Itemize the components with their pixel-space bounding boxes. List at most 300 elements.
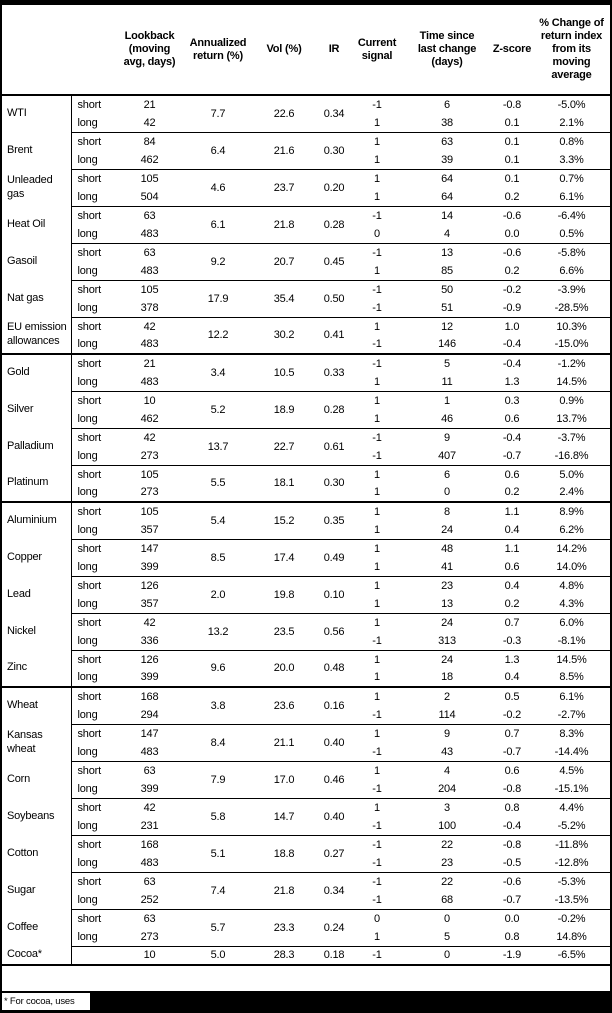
- cell-pct-change: 4.4%: [533, 798, 610, 817]
- cell-time-since: 63: [403, 132, 491, 151]
- cell-time-since: 3: [403, 798, 491, 817]
- period-label: short: [71, 428, 114, 447]
- cell-pct-change: 10.3%: [533, 317, 610, 336]
- cell-lookback: 168: [114, 687, 185, 706]
- cell-time-since: 9: [403, 724, 491, 743]
- cell-zscore: -0.5: [502, 856, 522, 869]
- cell-current-signal: 1: [374, 560, 380, 573]
- cell-zscore: -0.6: [491, 206, 533, 225]
- cell-pct-change: -3.9%: [533, 280, 610, 299]
- cell-time-since: 48: [403, 539, 491, 558]
- period-label: long: [71, 373, 114, 392]
- header-ir: [317, 5, 351, 95]
- cell-current-signal: 1: [374, 375, 380, 388]
- table-row: [2, 909, 610, 928]
- header-pct-change: [533, 5, 610, 95]
- cell-pct-change: 6.0%: [533, 613, 610, 632]
- cell-zscore: 0.4: [504, 523, 520, 536]
- header-zscore-label: Z-score: [492, 43, 532, 56]
- cell-pct-change: 14.2%: [533, 539, 610, 558]
- cell-zscore: 0.1: [504, 116, 520, 129]
- cell-zscore: 1.3: [504, 375, 520, 388]
- cell-current-signal: 1: [374, 153, 380, 166]
- cell-pct-change: -11.8%: [533, 835, 610, 854]
- period-label: short: [71, 132, 114, 151]
- cell-pct-change: -14.4%: [554, 745, 589, 758]
- table-row: [2, 576, 610, 595]
- cell-pct-change: -1.2%: [533, 354, 610, 373]
- cell-vol: 21.1: [251, 724, 317, 761]
- cell-ir: 0.45: [317, 243, 351, 280]
- table-row: [2, 761, 610, 780]
- header-vol-label: Vol (%): [266, 43, 302, 56]
- cell-current-signal: -1: [351, 946, 403, 965]
- period-label: short: [71, 280, 114, 299]
- period-label: short: [71, 169, 114, 188]
- cell-annualized-return: 5.4: [185, 502, 251, 539]
- cell-annualized-return: 13.7: [185, 428, 251, 465]
- cell-time-since: 50: [403, 280, 491, 299]
- commodity-name: Palladium: [7, 439, 54, 452]
- cell-lookback: 336: [140, 634, 159, 647]
- cell-time-since: 46: [441, 412, 453, 425]
- cell-annualized-return: 2.0: [185, 576, 251, 613]
- cell-zscore: 1.3: [491, 650, 533, 669]
- cell-lookback: 399: [140, 671, 159, 684]
- period-label: long: [71, 743, 114, 762]
- period-label: short: [71, 317, 114, 336]
- cell-lookback: 147: [114, 539, 185, 558]
- cell-vol: 23.7: [251, 169, 317, 206]
- cell-pct-change: -16.8%: [554, 449, 589, 462]
- cell-zscore: -0.9: [502, 301, 522, 314]
- period-label: long: [71, 632, 114, 651]
- cell-time-since: 100: [438, 819, 456, 832]
- table-row: [2, 835, 610, 854]
- cell-time-since: 313: [438, 634, 456, 647]
- table-row: [2, 687, 610, 706]
- period-label: short: [71, 95, 114, 114]
- cell-lookback: 42: [114, 317, 185, 336]
- cell-time-since: 5: [444, 930, 450, 943]
- cell-current-signal: 1: [351, 465, 403, 484]
- cell-vol: 15.2: [251, 502, 317, 539]
- cell-lookback: 273: [140, 930, 159, 943]
- cell-time-since: 5: [403, 354, 491, 373]
- cell-vol: 20.7: [251, 243, 317, 280]
- cell-time-since: 68: [441, 893, 453, 906]
- cell-pct-change: 6.2%: [559, 523, 584, 536]
- cell-pct-change: -5.0%: [557, 98, 586, 111]
- cell-current-signal: 0: [374, 227, 380, 240]
- cell-ir: 0.28: [317, 206, 351, 243]
- cell-annualized-return: 5.0: [185, 946, 251, 965]
- cell-current-signal: -1: [351, 354, 403, 373]
- cell-annualized-return: 17.9: [185, 280, 251, 317]
- period-label: [71, 946, 114, 965]
- cell-time-since: 4: [444, 227, 450, 240]
- table-row: [2, 872, 610, 891]
- cell-zscore: -0.4: [502, 338, 522, 351]
- cell-zscore: 0.6: [491, 761, 533, 780]
- cell-ir: 0.30: [317, 132, 351, 169]
- cell-current-signal: -1: [372, 856, 382, 869]
- period-label: long: [71, 336, 114, 355]
- cell-ir: 0.18: [317, 946, 351, 965]
- table-row: [2, 280, 610, 299]
- cell-time-since: 23: [403, 576, 491, 595]
- cell-lookback: 63: [114, 243, 185, 262]
- period-label: long: [71, 521, 114, 540]
- cell-current-signal: -1: [372, 819, 382, 832]
- period-label: long: [71, 225, 114, 244]
- cell-pct-change: 5.0%: [533, 465, 610, 484]
- period-label: long: [71, 817, 114, 836]
- cell-current-signal: -1: [372, 745, 382, 758]
- period-label: short: [71, 872, 114, 891]
- cell-zscore: -1.9: [491, 946, 533, 965]
- cell-current-signal: 0: [351, 909, 403, 928]
- cell-time-since: 8: [403, 502, 491, 521]
- cell-vol: 23.5: [251, 613, 317, 650]
- commodity-name: Coffee: [7, 920, 39, 933]
- cell-vol: 18.1: [251, 465, 317, 502]
- cell-lookback: 483: [140, 264, 159, 277]
- cell-vol: 21.6: [251, 132, 317, 169]
- cell-lookback: 84: [114, 132, 185, 151]
- commodity-name: Sugar: [7, 883, 36, 896]
- cell-annualized-return: 13.2: [185, 613, 251, 650]
- cell-annualized-return: 5.7: [185, 909, 251, 946]
- cell-current-signal: 1: [351, 169, 403, 188]
- cell-current-signal: -1: [372, 782, 382, 795]
- commodity-name: Brent: [7, 143, 33, 156]
- commodity-name: Soybeans: [7, 809, 55, 822]
- header-lookback-label: Lookback (moving avg, days): [123, 30, 176, 68]
- cell-zscore: 0.2: [504, 597, 520, 610]
- cell-pct-change: 13.7%: [556, 412, 587, 425]
- cell-current-signal: -1: [351, 243, 403, 262]
- header-time-since-label: Time since last change (days): [417, 30, 477, 68]
- cell-vol: 23.3: [251, 909, 317, 946]
- cell-zscore: 0.7: [491, 724, 533, 743]
- cell-zscore: -0.2: [502, 708, 522, 721]
- cell-pct-change: 4.3%: [559, 597, 584, 610]
- cell-ir: 0.10: [317, 576, 351, 613]
- cell-current-signal: -1: [372, 338, 382, 351]
- cell-zscore: 0.4: [504, 671, 520, 684]
- cell-lookback: 21: [143, 98, 156, 111]
- header-current-signal: [351, 5, 403, 95]
- period-label: long: [71, 151, 114, 170]
- cell-annualized-return: 7.4: [185, 872, 251, 909]
- cell-current-signal: 1: [374, 671, 380, 684]
- period-label: short: [71, 687, 114, 706]
- cell-current-signal: 1: [351, 502, 403, 521]
- cell-pct-change: 3.3%: [559, 153, 584, 166]
- cell-lookback: 21: [114, 354, 185, 373]
- cell-time-since: 39: [441, 153, 453, 166]
- header-signal-label: Current signal: [357, 36, 397, 62]
- cell-time-since: 204: [438, 782, 456, 795]
- table-row: [2, 539, 610, 558]
- cell-zscore: 0.2: [504, 486, 520, 499]
- cell-current-signal: 1: [374, 190, 380, 203]
- cell-time-since: 4: [403, 761, 491, 780]
- table-header: [2, 5, 610, 95]
- table-row: [2, 169, 610, 188]
- cell-lookback: 105: [114, 465, 185, 484]
- cell-pct-change: 4.5%: [533, 761, 610, 780]
- cell-zscore: 0.1: [491, 132, 533, 151]
- cell-pct-change: -5.3%: [533, 872, 610, 891]
- cell-lookback: 10: [114, 391, 185, 410]
- period-label: long: [71, 114, 114, 133]
- cell-zscore: -0.4: [491, 354, 533, 373]
- cell-ir: 0.20: [317, 169, 351, 206]
- commodity-momentum-table: [2, 5, 610, 966]
- cell-annualized-return: 8.5: [185, 539, 251, 576]
- commodity-name: Gasoil: [7, 254, 37, 267]
- cell-pct-change: 14.8%: [556, 930, 587, 943]
- cell-vol: 21.8: [251, 872, 317, 909]
- cell-time-since: 11: [441, 375, 453, 388]
- cell-vol: 20.0: [251, 650, 317, 687]
- cell-annualized-return: 7.7: [210, 107, 226, 120]
- cell-lookback: 483: [140, 745, 159, 758]
- cell-zscore: 0.8: [491, 798, 533, 817]
- cell-pct-change: 14.0%: [556, 560, 587, 573]
- cell-zscore: 0.4: [491, 576, 533, 595]
- cell-vol: 10.5: [251, 354, 317, 391]
- cell-annualized-return: 5.5: [185, 465, 251, 502]
- cell-lookback: 483: [140, 338, 159, 351]
- table-row: [2, 724, 610, 743]
- cell-ir: 0.40: [317, 798, 351, 835]
- cell-zscore: -0.8: [502, 782, 522, 795]
- cell-lookback: 10: [114, 946, 185, 965]
- cell-lookback: 231: [140, 819, 159, 832]
- cell-current-signal: 1: [351, 576, 403, 595]
- cell-ir: 0.46: [317, 761, 351, 798]
- cell-lookback: 504: [140, 190, 159, 203]
- cell-time-since: 0: [403, 946, 491, 965]
- period-label: short: [71, 761, 114, 780]
- cell-current-signal: -1: [372, 708, 382, 721]
- cell-time-since: 146: [438, 338, 456, 351]
- cell-annualized-return: 6.1: [185, 206, 251, 243]
- cell-time-since: 14: [403, 206, 491, 225]
- cell-lookback: 63: [114, 872, 185, 891]
- cell-zscore: -0.7: [502, 449, 522, 462]
- cell-time-since: 85: [441, 264, 453, 277]
- cell-zscore: -0.2: [491, 280, 533, 299]
- period-label: short: [71, 502, 114, 521]
- header-period: [71, 5, 114, 95]
- period-label: short: [71, 724, 114, 743]
- cell-lookback: 357: [140, 523, 159, 536]
- cell-current-signal: 1: [351, 317, 403, 336]
- cell-time-since: 0: [444, 486, 450, 499]
- cell-pct-change: 6.6%: [559, 264, 584, 277]
- cell-pct-change: -3.7%: [533, 428, 610, 447]
- period-label: long: [71, 558, 114, 577]
- commodity-name: Platinum: [7, 476, 49, 489]
- cell-time-since: 13: [403, 243, 491, 262]
- cell-zscore: 0.6: [504, 412, 520, 425]
- header-time-since: [403, 5, 491, 95]
- cell-lookback: 126: [114, 576, 185, 595]
- cell-current-signal: -1: [351, 206, 403, 225]
- cell-current-signal: -1: [372, 98, 382, 111]
- commodity-name: Nat gas: [7, 291, 44, 304]
- cell-current-signal: -1: [372, 301, 382, 314]
- cell-lookback: 294: [140, 708, 159, 721]
- cell-vol: 22.7: [251, 428, 317, 465]
- cell-pct-change: -5.2%: [557, 819, 586, 832]
- cell-ir: 0.28: [317, 391, 351, 428]
- cell-annualized-return: 3.8: [185, 687, 251, 724]
- cell-ir: 0.56: [317, 613, 351, 650]
- cell-time-since: 0: [403, 909, 491, 928]
- header-annualized-return: [185, 5, 251, 95]
- header-row: [2, 5, 610, 95]
- cell-zscore: 1.1: [491, 502, 533, 521]
- table-row: [2, 391, 610, 410]
- cell-zscore: -0.7: [502, 745, 522, 758]
- cell-ir: 0.50: [317, 280, 351, 317]
- table-body: [2, 95, 610, 965]
- period-label: short: [71, 206, 114, 225]
- period-label: short: [71, 391, 114, 410]
- cell-time-since: 24: [441, 523, 453, 536]
- cell-lookback: 63: [114, 761, 185, 780]
- cell-pct-change: -2.7%: [557, 708, 586, 721]
- commodity-name: EU emission allowances: [7, 321, 67, 347]
- period-label: short: [71, 798, 114, 817]
- cell-pct-change: 6.1%: [559, 190, 584, 203]
- table-row: [2, 354, 610, 373]
- cell-ir: 0.34: [323, 107, 345, 120]
- period-label: long: [71, 780, 114, 799]
- cell-ir: 0.33: [317, 354, 351, 391]
- cell-pct-change: -13.5%: [554, 893, 589, 906]
- cell-zscore: 0.8: [504, 930, 520, 943]
- cell-vol: 17.0: [251, 761, 317, 798]
- cell-zscore: -0.8: [491, 835, 533, 854]
- cell-time-since: 41: [441, 560, 453, 573]
- cell-time-since: 64: [403, 169, 491, 188]
- cell-current-signal: -1: [351, 428, 403, 447]
- period-label: short: [71, 650, 114, 669]
- cell-vol: 22.6: [273, 107, 295, 120]
- cell-zscore: -0.7: [502, 893, 522, 906]
- period-label: short: [71, 576, 114, 595]
- cell-annualized-return: 7.9: [185, 761, 251, 798]
- cell-current-signal: 1: [351, 613, 403, 632]
- cell-ir: 0.16: [317, 687, 351, 724]
- cell-annualized-return: 8.4: [185, 724, 251, 761]
- commodity-name: Kansas wheat: [7, 728, 43, 755]
- cell-ir: 0.34: [317, 872, 351, 909]
- commodity-name: Lead: [7, 587, 31, 600]
- cell-annualized-return: 9.2: [185, 243, 251, 280]
- cell-current-signal: 1: [351, 798, 403, 817]
- cell-time-since: 43: [441, 745, 453, 758]
- cell-current-signal: -1: [351, 872, 403, 891]
- header-lookback: [114, 5, 185, 95]
- cell-pct-change: 0.8%: [533, 132, 610, 151]
- cell-pct-change: 14.5%: [556, 375, 587, 388]
- cell-pct-change: -5.8%: [533, 243, 610, 262]
- header-annualized-label: Annualized return (%): [189, 36, 247, 62]
- cell-zscore: 0.7: [491, 613, 533, 632]
- cell-pct-change: 8.9%: [533, 502, 610, 521]
- cell-zscore: 1.1: [491, 539, 533, 558]
- cell-pct-change: 0.5%: [559, 227, 584, 240]
- cell-zscore: 0.3: [491, 391, 533, 410]
- period-label: short: [71, 835, 114, 854]
- cell-pct-change: 8.3%: [533, 724, 610, 743]
- cell-lookback: 42: [143, 116, 156, 129]
- period-label: short: [71, 354, 114, 373]
- footnote: * For cocoa, uses: [0, 993, 90, 1010]
- cell-time-since: 22: [403, 835, 491, 854]
- cell-pct-change: -15.1%: [554, 782, 589, 795]
- cell-current-signal: -1: [372, 893, 382, 906]
- cell-zscore: 0.6: [504, 560, 520, 573]
- cell-vol: 18.9: [251, 391, 317, 428]
- cell-zscore: 0.5: [491, 687, 533, 706]
- cell-lookback: 63: [114, 909, 185, 928]
- period-label: long: [71, 706, 114, 725]
- cell-vol: 17.4: [251, 539, 317, 576]
- cell-time-since: 24: [403, 613, 491, 632]
- cell-time-since: 38: [441, 116, 453, 129]
- cell-pct-change: 14.5%: [533, 650, 610, 669]
- cell-time-since: 51: [441, 301, 453, 314]
- cell-pct-change: 4.8%: [533, 576, 610, 595]
- cell-current-signal: 1: [374, 264, 380, 277]
- cell-time-since: 114: [438, 708, 456, 721]
- cell-pct-change: -0.2%: [533, 909, 610, 928]
- cell-ir: 0.41: [317, 317, 351, 354]
- cell-current-signal: 1: [374, 486, 380, 499]
- cell-current-signal: 1: [374, 523, 380, 536]
- cell-current-signal: 1: [351, 761, 403, 780]
- cell-time-since: 9: [403, 428, 491, 447]
- cell-time-since: 6: [444, 98, 450, 111]
- cell-pct-change: -6.5%: [533, 946, 610, 965]
- cell-zscore: -0.6: [491, 243, 533, 262]
- commodity-name: Cotton: [7, 846, 39, 859]
- cell-lookback: 105: [114, 502, 185, 521]
- cell-current-signal: 1: [374, 116, 380, 129]
- cell-time-since: 18: [441, 671, 453, 684]
- cell-pct-change: -6.4%: [533, 206, 610, 225]
- period-label: long: [71, 299, 114, 318]
- table-row: [2, 95, 610, 114]
- period-label: long: [71, 891, 114, 910]
- footnote-redacted-bar: [0, 991, 612, 1013]
- header-vol: [251, 5, 317, 95]
- cell-vol: 35.4: [251, 280, 317, 317]
- cell-lookback: 399: [140, 782, 159, 795]
- cell-zscore: 0.0: [504, 227, 520, 240]
- commodity-name: Nickel: [7, 624, 36, 637]
- cell-lookback: 105: [114, 280, 185, 299]
- header-commodity: [2, 5, 71, 95]
